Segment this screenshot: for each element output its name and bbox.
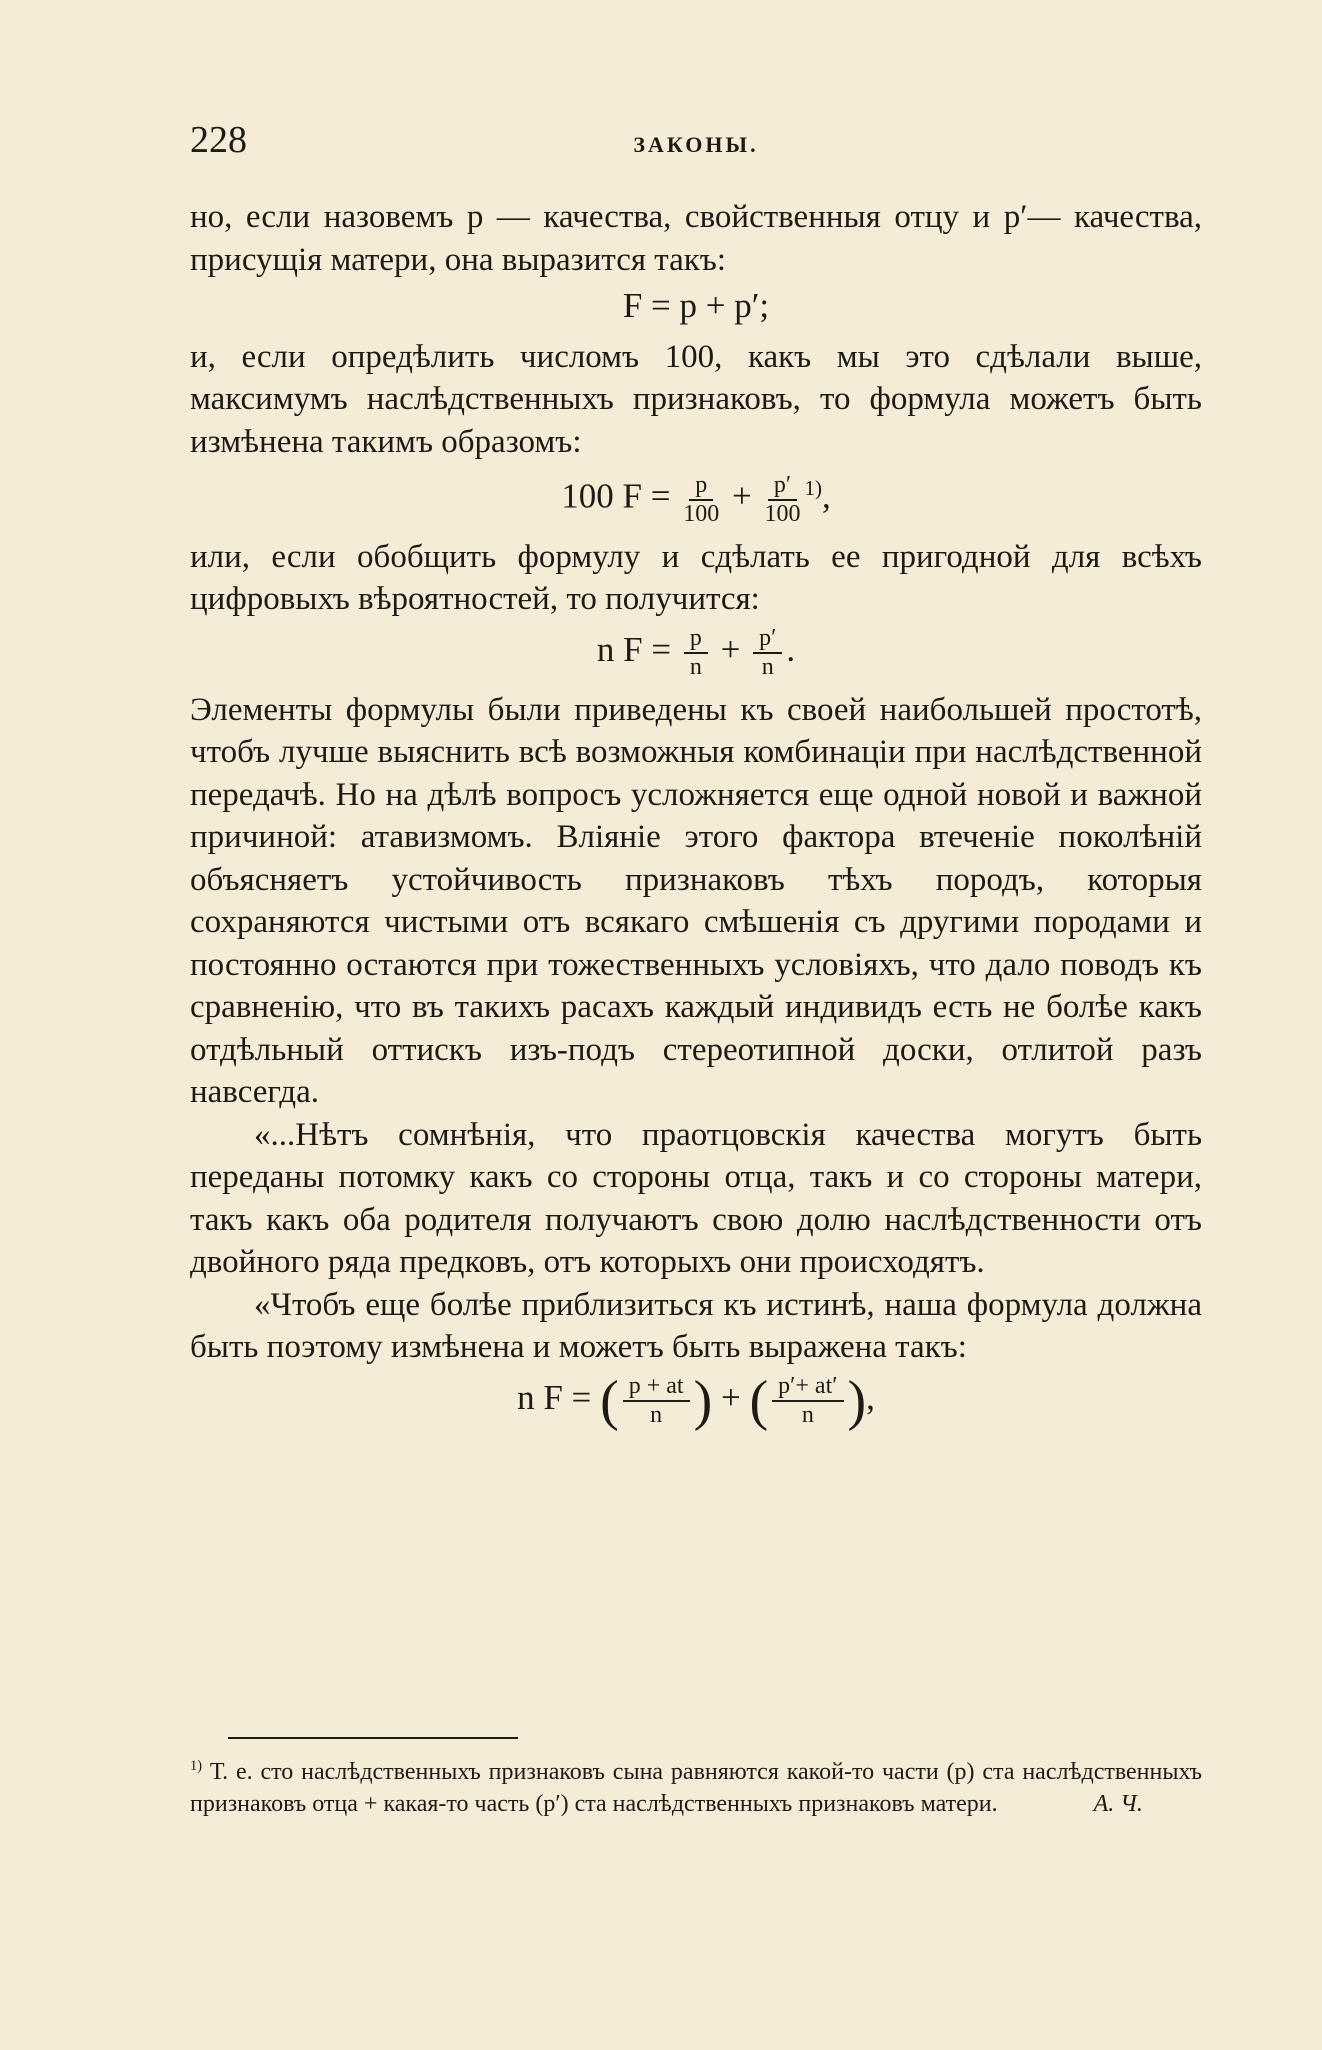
formula-3 (190, 625, 1202, 681)
formula-4-lhs: n F = (517, 1377, 592, 1417)
footnote-mark: 1) (190, 1758, 202, 1774)
formula-3-tail: . (786, 629, 796, 669)
formula-4-fraction-1 (623, 1373, 690, 1429)
fraction-numerator: p′ (768, 472, 797, 501)
open-paren: ( (749, 1369, 769, 1432)
formula-2-lhs: 100 F = (561, 476, 671, 516)
paragraph-5: «...Нѣтъ сомнѣнія, что праотцовскія качества могутъ быть переданы потомку какъ со стороны отца, такъ и со стороны матери, такъ какъ оба родителя получаютъ свою долю наслѣдственности отъ двойного ряда предковъ, отъ которыхъ они происходятъ. (190, 1116, 1202, 1281)
paragraph-1: но, если назовемъ p — качества, свойственныя отцу и p′— качества, присущія матери, она выразится такъ: (190, 199, 1202, 278)
formula-2-fraction-1 (683, 472, 719, 528)
fraction-denominator: n (801, 1401, 814, 1428)
open-paren: ( (600, 1369, 619, 1432)
fraction-numerator: p′+ at′ (772, 1373, 843, 1402)
fraction-denominator: n (689, 653, 702, 680)
close-paren: ) (847, 1369, 867, 1432)
page-number: 228 (190, 119, 247, 161)
fraction-denominator: 100 (683, 500, 720, 527)
paragraph-2: и, если опредѣлить числомъ 100, какъ мы это сдѣлали выше, максимумъ наслѣдственныхъ признаковъ, то формула можетъ быть измѣнена такимъ образомъ: (190, 338, 1202, 460)
paragraph-4: Элементы формулы были приведены къ своей наибольшей простотѣ, чтобъ лучше выяснить всѣ возможныя комбинаціи при наслѣдственной передачѣ. Но на дѣлѣ вопросъ усложняется еще одной новой и важной причиной: атавизмомъ. Вліяніе этого фактора втеченіе поколѣній объясняетъ устойчивость признаковъ тѣхъ породъ, которыя сохраняются чистыми отъ всякаго смѣшенія съ другими породами и постоянно остаются при тожественныхъ условіяхъ, что дало поводъ къ сравненію, что въ такихъ расахъ каждый индивидъ есть не болѣе какъ отдѣльный оттискъ изъ-подъ стереотипной доски, отлитой разъ навсегда. (190, 691, 1202, 1111)
paragraph-6: «Чтобъ еще болѣе приблизиться къ истинѣ, наша формула должна быть поэтому измѣнена и можетъ быть выражена такъ: (190, 1286, 1202, 1366)
footnote-divider (228, 1737, 518, 1739)
footnote (190, 1750, 1202, 1820)
formula-3-lhs: n F = (596, 629, 672, 669)
body-text (190, 196, 1202, 1437)
formula-4-tail: , (866, 1377, 875, 1417)
fraction-numerator: p′ (753, 625, 782, 654)
formula-4-fraction-2 (772, 1373, 843, 1429)
formula-3-fraction-2 (753, 625, 782, 681)
fraction-denominator: 100 (764, 500, 801, 527)
paragraph-3: или, если обобщить формулу и сдѣлать ее пригодной для всѣхъ цифровыхъ вѣроятностей, то получится: (190, 538, 1202, 618)
formula-3-plus: + (720, 629, 741, 669)
fraction-numerator: p + at (623, 1373, 690, 1402)
footnote-text: Т. е. сто наслѣдственныхъ признаковъ сына равняются какой-то части (p) ста наслѣдственныхъ признаковъ отца + какая-то часть (p′) ста наслѣдственныхъ признаковъ матери. (190, 1759, 1202, 1817)
close-paren: ) (693, 1369, 713, 1432)
formula-2-tail: , (821, 476, 831, 516)
formula-4-plus: + (720, 1377, 741, 1417)
formula-3-fraction-1 (684, 625, 708, 681)
formula-2 (190, 467, 1202, 528)
footnote-reference: 1) (804, 476, 822, 500)
formula-2-plus: + (731, 476, 752, 516)
fraction-numerator: p (684, 625, 708, 654)
formula-4 (190, 1369, 1202, 1432)
fraction-numerator: p (689, 472, 713, 501)
fraction-denominator: n (650, 1401, 663, 1428)
footnote-signature: А. Ч. (1093, 1791, 1143, 1817)
formula-1: F = p + p′; (622, 286, 770, 325)
running-head: ЗАКОНЫ. (633, 132, 759, 157)
formula-2-fraction-2 (764, 472, 800, 528)
fraction-denominator: n (761, 653, 774, 680)
page-header (190, 118, 1202, 168)
